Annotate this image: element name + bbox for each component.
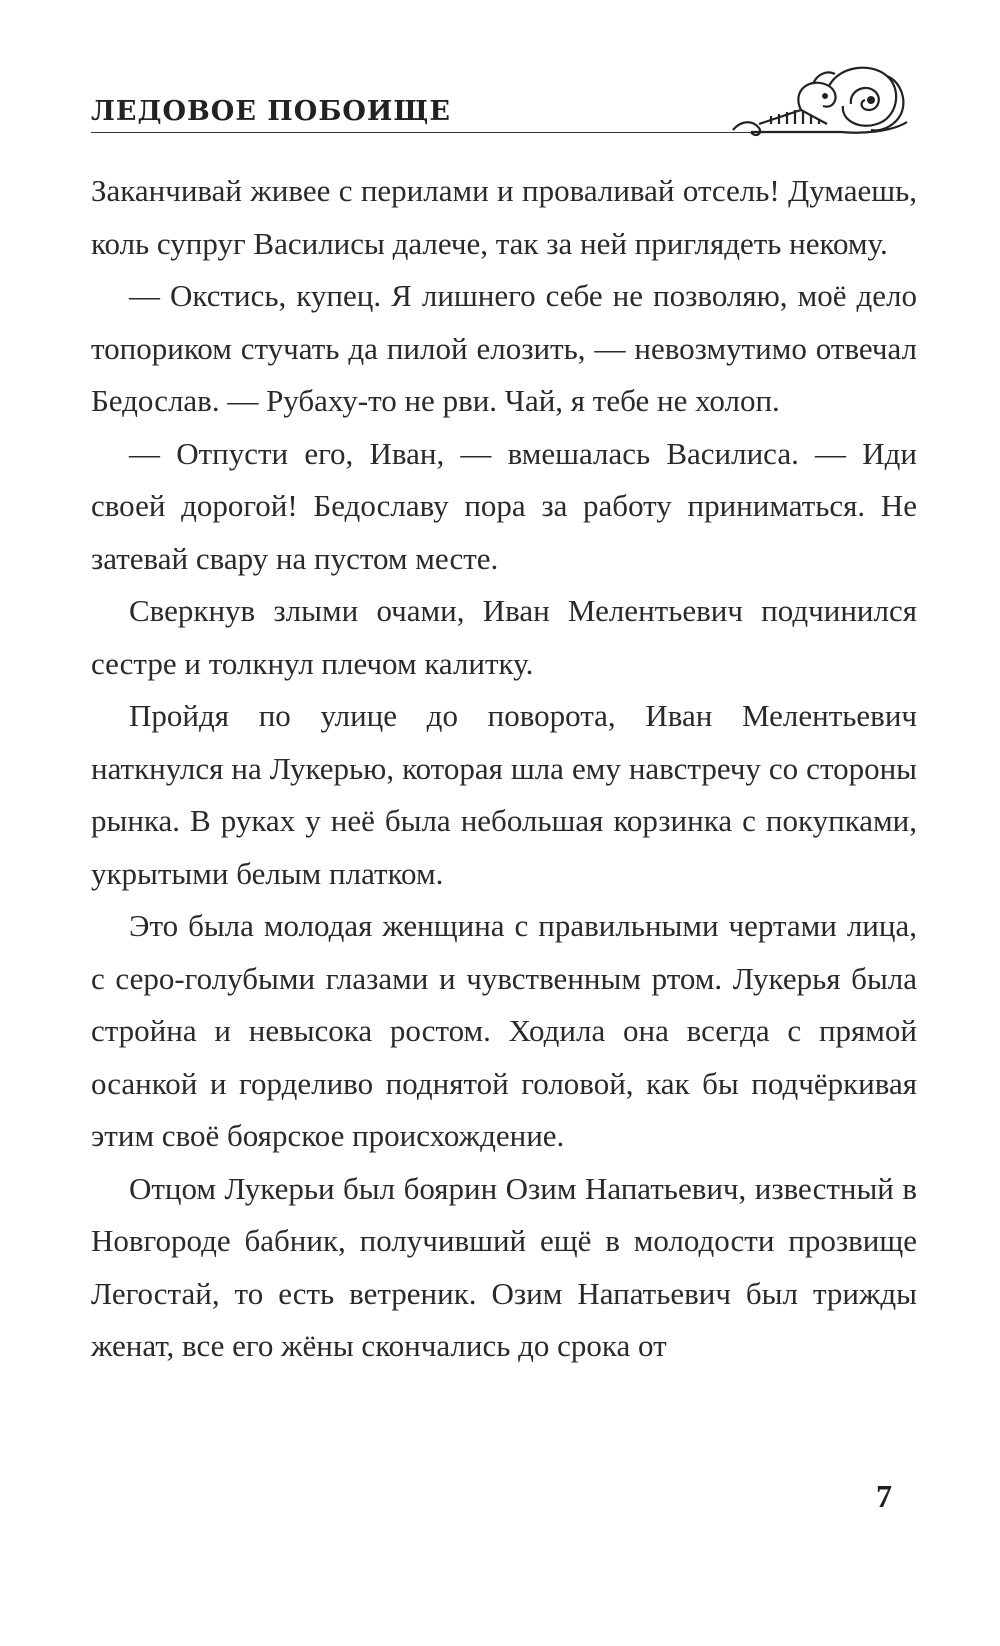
paragraph: Заканчивай живее с перилами и проваливай отсель! Думаешь, коль супруг Василисы далече, так за ней приглядеть некому. bbox=[91, 173, 917, 261]
body-text bbox=[91, 165, 917, 1373]
running-title: ЛЕДОВОЕ ПОБОИЩЕ bbox=[91, 96, 451, 127]
paragraph: Сверкнув злыми очами, Иван Мелентьевич подчинился сестре и толкнул плечом калитку. bbox=[91, 593, 917, 681]
paragraph: Это была молодая женщина с правильными чертами лица, с серо-голубыми глазами и чувственным ртом. Лукерья была стройна и невысока ростом. Ходила она всегда с прямой осанкой и горделиво поднятой головой, как бы подчёркивая этим своё боярское происхождение. bbox=[91, 908, 917, 1153]
celtic-knot-ornament-icon bbox=[731, 60, 911, 140]
page-header bbox=[91, 60, 921, 160]
paragraph: Отцом Лукерьи был боярин Озим Напатьевич, известный в Новгороде бабник, получивший ещё в молодости прозвище Легостай, то есть ветреник. Озим Напатьевич был трижды женат, все его жёны скончались до срока от bbox=[91, 1170, 917, 1363]
header-rule bbox=[91, 132, 751, 133]
page-number: 7 bbox=[876, 1478, 892, 1514]
paragraph: — Окстись, купец. Я лишнего себе не позволяю, моё дело топориком стучать да пилой елозить, — невозмутимо отвечал Бедослав. — Рубаху-то не рви. Чай, я тебе не холоп. bbox=[91, 278, 917, 418]
paragraph: — Отпусти его, Иван, — вмешалась Василиса. — Иди своей дорогой! Бедославу пора за работу приниматься. Не затевай свару на пустом месте. bbox=[91, 435, 917, 576]
paragraph: Пройдя по улице до поворота, Иван Мелентьевич наткнулся на Лукерью, которая шла ему навстречу со стороны рынка. В руках у неё была небольшая корзинка с покупками, укрытыми белым платком. bbox=[91, 698, 917, 891]
